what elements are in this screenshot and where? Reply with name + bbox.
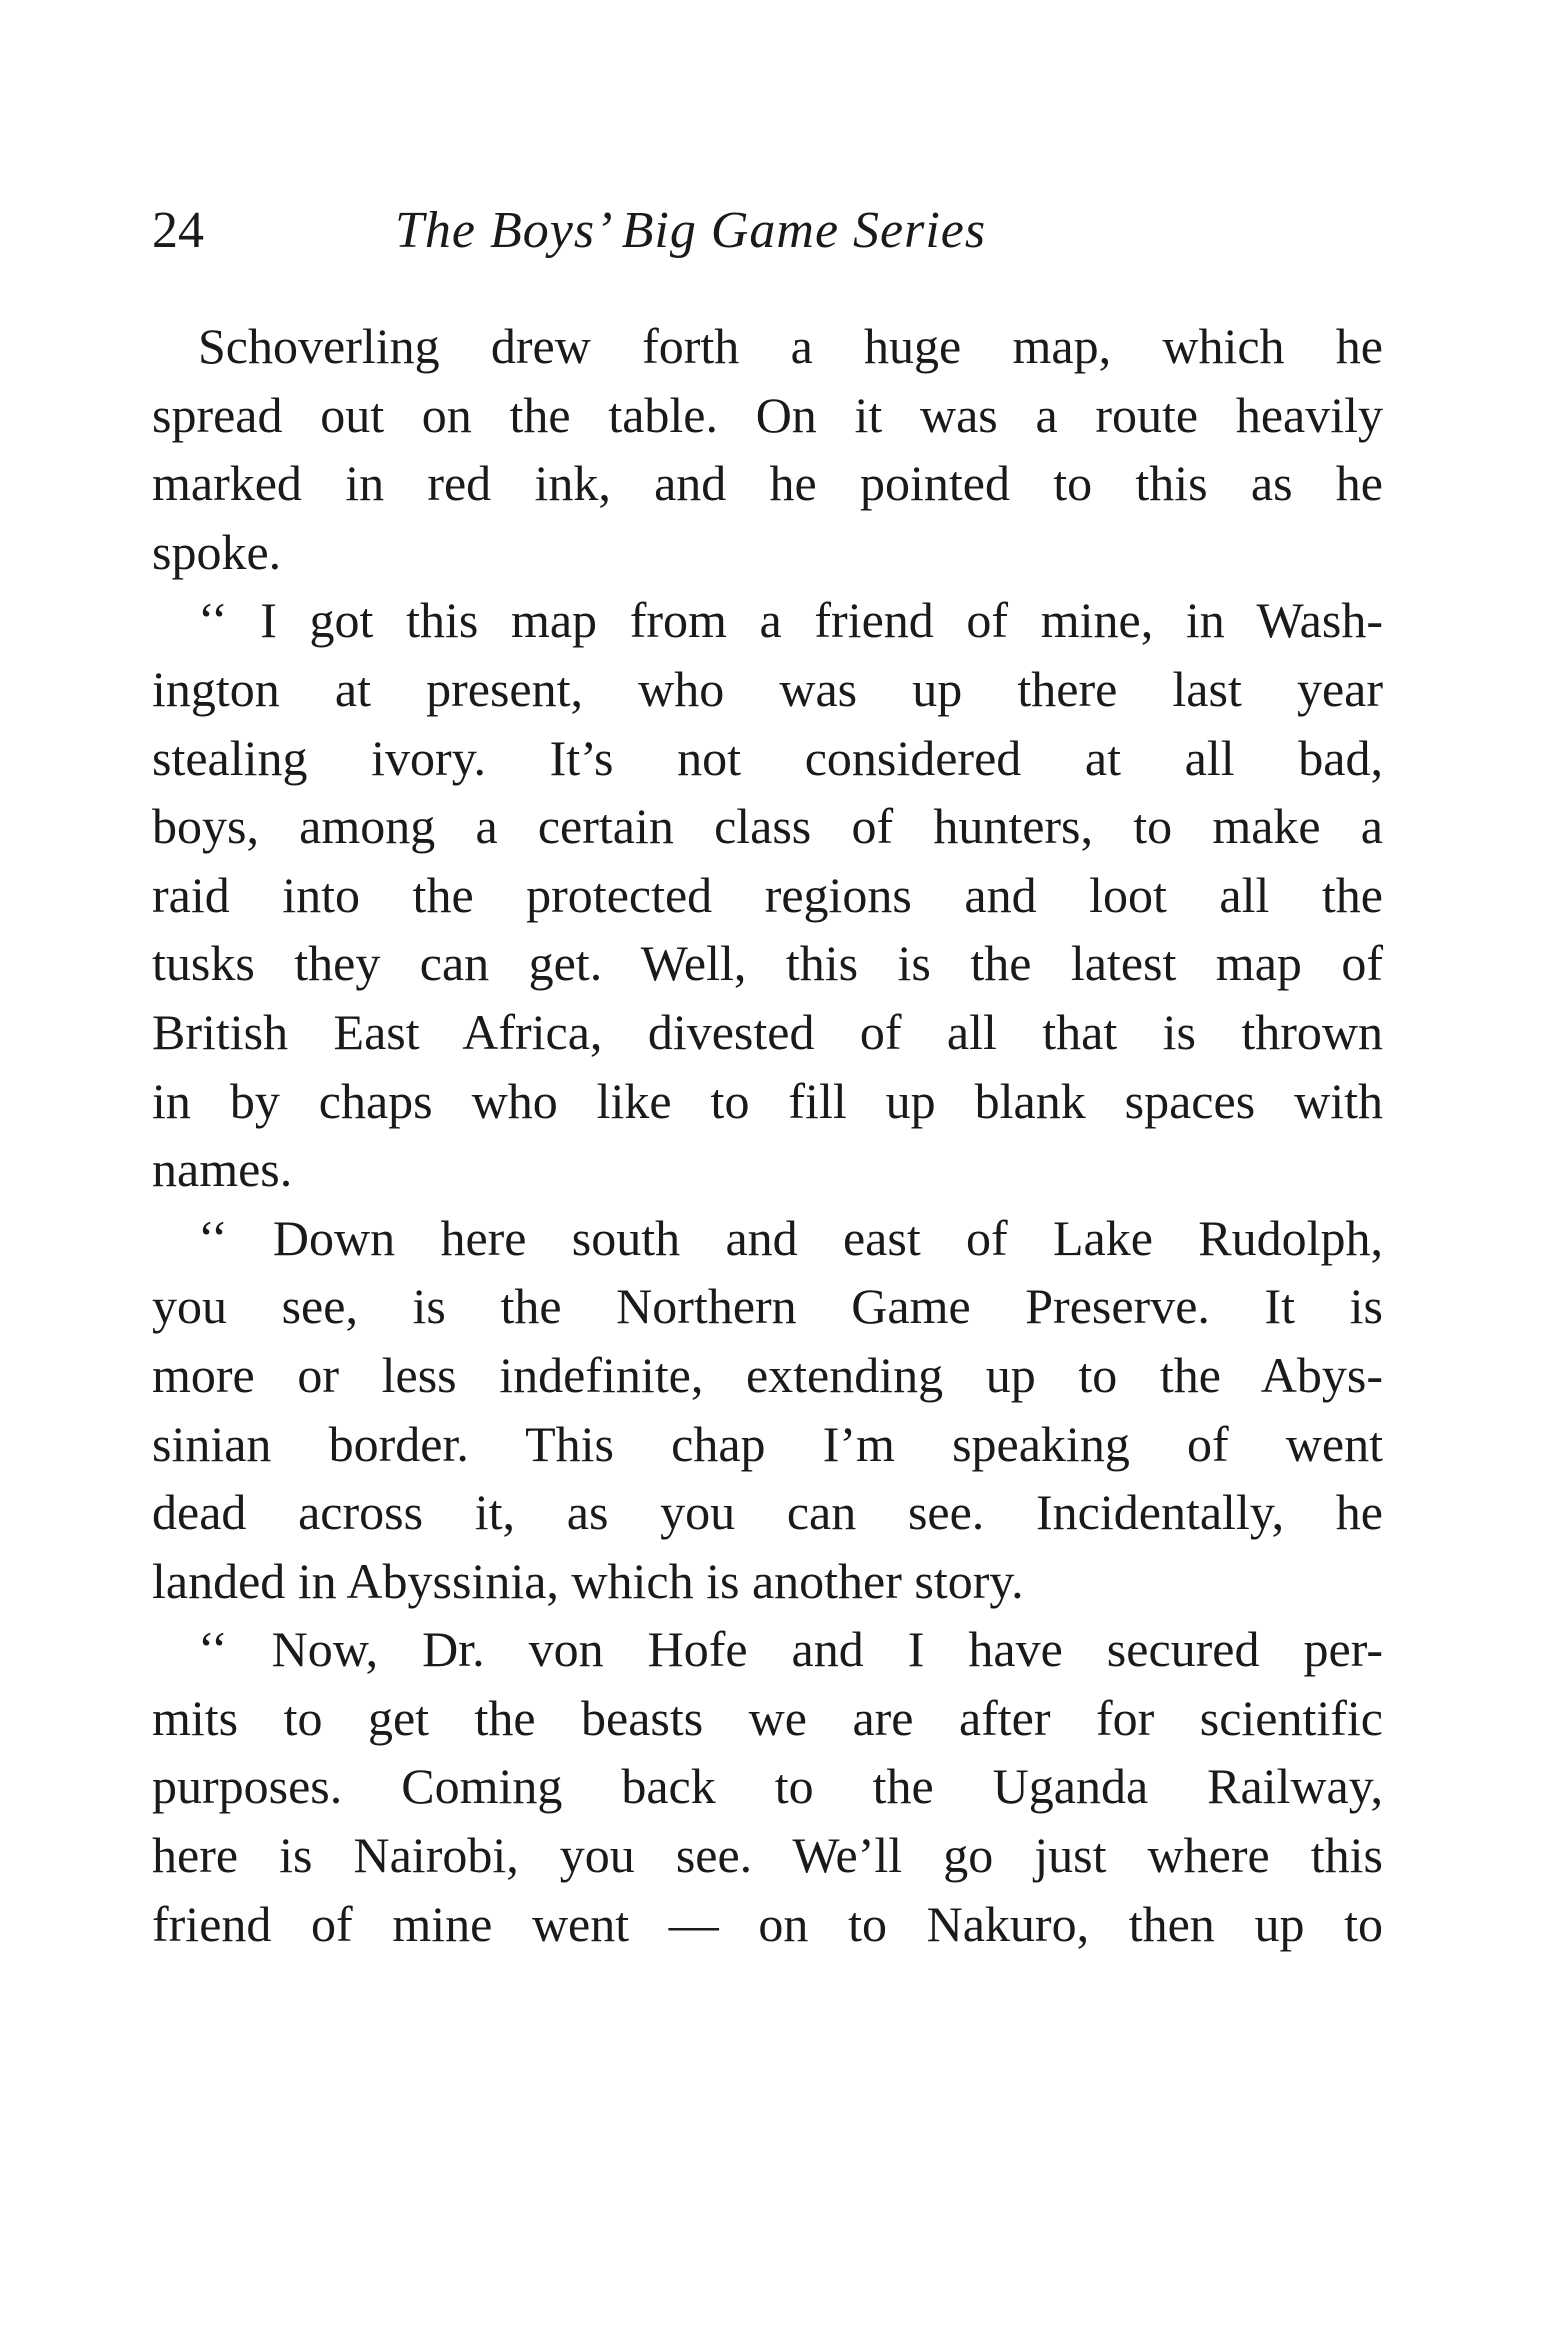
text-line: names. xyxy=(152,1141,293,1198)
text-line: landed in Abyssinia, which is another story. xyxy=(152,1552,1024,1609)
text-line: Schoverling drew forth a huge map, which he xyxy=(198,318,1383,374)
text-line: in by chaps who like to fill up blank spaces with xyxy=(152,1072,1383,1129)
text-line: ‘‘ I got this map from a friend of mine, in Wash- xyxy=(198,592,1383,649)
text-line: British East Africa, divested of all that is thrown xyxy=(152,1003,1383,1060)
paragraph xyxy=(152,1204,1383,1616)
text-line: ‘‘ Down here south and east of Lake Rudolph, xyxy=(198,1209,1383,1266)
text-line: ‘‘ Now, Dr. von Hofe and I have secured per- xyxy=(198,1621,1383,1678)
running-title: The Boys’ Big Game Series xyxy=(395,202,987,259)
body-text xyxy=(152,312,1383,1958)
text-line: mits to get the beasts we are after for scientific xyxy=(152,1689,1383,1746)
paragraph xyxy=(152,312,1383,586)
text-line: tusks they can get. Well, this is the latest map of xyxy=(152,935,1383,992)
text-line: you see, is the Northern Game Preserve. It is xyxy=(152,1278,1383,1335)
text-line: boys, among a certain class of hunters, to make a xyxy=(152,798,1383,855)
text-line: more or less indefinite, extending up to the Abys- xyxy=(152,1346,1383,1403)
running-head xyxy=(152,196,1382,266)
paragraph xyxy=(152,1615,1383,1958)
text-line: marked in red ink, and he pointed to this as he xyxy=(152,455,1383,512)
text-line: raid into the protected regions and loot all the xyxy=(152,866,1383,923)
text-line: ington at present, who was up there last year xyxy=(152,660,1383,717)
text-line: sinian border. This chap I’m speaking of went xyxy=(152,1415,1383,1472)
text-line: spread out on the table. On it was a route heavily xyxy=(152,386,1383,443)
text-line: friend of mine went — on to Nakuro, then up to xyxy=(152,1895,1383,1952)
paragraph xyxy=(152,586,1383,1203)
text-line: purposes. Coming back to the Uganda Railway, xyxy=(152,1758,1383,1815)
page-number: 24 xyxy=(152,202,204,259)
text-line: dead across it, as you can see. Incidentally, he xyxy=(152,1484,1383,1541)
text-line: stealing ivory. It’s not considered at all bad, xyxy=(152,729,1383,786)
text-line: spoke. xyxy=(152,523,282,580)
text-line: here is Nairobi, you see. We’ll go just where this xyxy=(152,1827,1383,1884)
